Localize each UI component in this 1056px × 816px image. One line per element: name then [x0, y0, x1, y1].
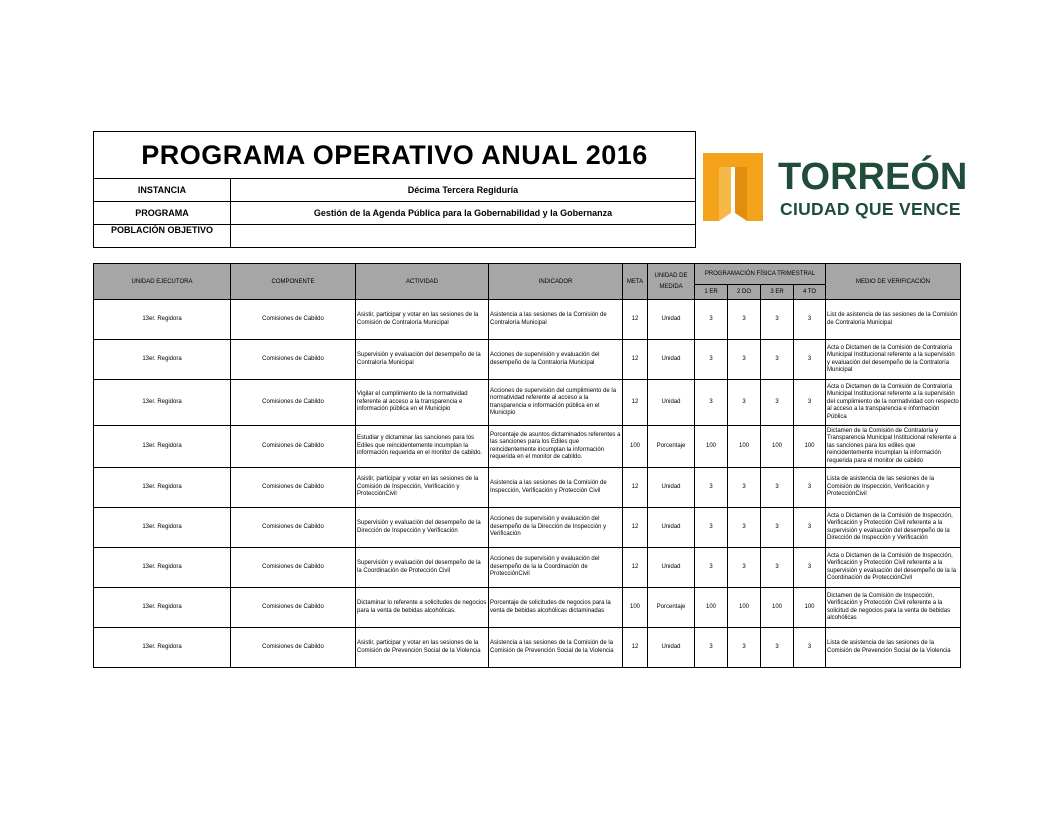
programa-value: Gestión de la Agenda Pública para la Gobernabilidad y la Gobernanza [231, 202, 696, 225]
cell-verificacion: List de asistencia de las sesiones de la Comisión de Contraloría Municipal [826, 300, 961, 340]
cell-verificacion: Lista de asistencia de las sesiones de la Comisión de Prevención Social de la Violencia [826, 628, 961, 668]
table-row [94, 340, 961, 380]
torreon-mark-icon [703, 153, 763, 221]
cell-indicador: Asistencia a las sesiones de la Comisión de Inspección, Verificación y Protección Civil [489, 468, 623, 508]
cell-verificacion: Dictamen de la Comisión de Contraloría y Transparencia Municipal Institucional referente a las sanciones para los ediles que reincidentemente incumplan la información requerida para el monitor de cabildo [826, 426, 961, 468]
cell-medida: Unidad [648, 300, 695, 340]
cell-q4: 3 [794, 340, 826, 380]
cell-actividad: Asistir, participar y votar en las sesiones de la Comisión de Prevención Social de la Violencia [356, 628, 489, 668]
cell-unidad: 13er. Regidora [94, 380, 231, 426]
table-row [94, 468, 961, 508]
cell-medida: Porcentaje [648, 426, 695, 468]
cell-meta: 12 [623, 340, 648, 380]
cell-indicador: Porcentaje de asuntos dictaminados referentes a las sanciones para los Ediles que reincidentemente incumplan la información requerida en el monitor de cabildo. [489, 426, 623, 468]
cell-meta: 100 [623, 426, 648, 468]
cell-q4: 3 [794, 628, 826, 668]
cell-componente: Comisiones de Cabildo [231, 340, 356, 380]
cell-unidad: 13er. Regidora [94, 340, 231, 380]
cell-indicador: Acciones de supervisión del cumplimiento de la normatividad referente al acceso a la transparencia e información pública en el Municipio [489, 380, 623, 426]
col-indicador: INDICADOR [489, 264, 623, 300]
col-meta: META [623, 264, 648, 300]
cell-q3: 100 [761, 588, 794, 628]
cell-meta: 12 [623, 508, 648, 548]
cell-actividad: Supervisión y evaluación del desempeño de la Dirección de Inspección y Verificación [356, 508, 489, 548]
cell-q1: 3 [695, 380, 728, 426]
cell-q3: 100 [761, 426, 794, 468]
cell-meta: 12 [623, 380, 648, 426]
instancia-value: Décima Tercera Regiduría [231, 179, 696, 202]
cell-verificacion: Acta o Dictamen de la Comisión de Contraloría Municipal Institucional referente a la supervisión y evaluación del desempeño de la Contraloría Municipal [826, 340, 961, 380]
cell-indicador: Porcentaje de solicitudes de negocios para la venta de bebidas alcohólicas dictaminadas [489, 588, 623, 628]
logo-wordmark: TORREÓN [778, 156, 968, 198]
cell-q2: 3 [728, 468, 761, 508]
cell-q1: 3 [695, 340, 728, 380]
cell-componente: Comisiones de Cabildo [231, 588, 356, 628]
cell-q1: 3 [695, 508, 728, 548]
cell-componente: Comisiones de Cabildo [231, 380, 356, 426]
cell-verificacion: Acta o Dictamen de la Comisión de Inspección, Verificación y Protección Civil referente a la supervisión y evaluación del desempeño de la la Coordinación de ProtecciónCivil [826, 548, 961, 588]
cell-q4: 3 [794, 548, 826, 588]
cell-actividad: Supervisión y evaluación del desempeño de la la Coordinación de Protección Civil [356, 548, 489, 588]
cell-medida: Unidad [648, 508, 695, 548]
cell-q3: 3 [761, 380, 794, 426]
cell-componente: Comisiones de Cabildo [231, 628, 356, 668]
table-row [94, 588, 961, 628]
cell-meta: 100 [623, 588, 648, 628]
cell-meta: 12 [623, 468, 648, 508]
table-row [94, 426, 961, 468]
col-q4: 4 TO [794, 285, 826, 300]
cell-q1: 3 [695, 548, 728, 588]
cell-unidad: 13er. Regidora [94, 426, 231, 468]
cell-indicador: Acciones de supervisión y evaluación del desempeño de la Dirección de Inspección y Verificación [489, 508, 623, 548]
col-programacion: PROGRAMACIÓN FÍSICA TRIMESTRAL [695, 264, 826, 285]
col-verificacion: MEDIO DE VERIFICACIÓN [826, 264, 961, 300]
cell-q2: 3 [728, 340, 761, 380]
col-medida: UNIDAD DE MEDIDA [648, 264, 695, 300]
cell-verificacion: Dictamen de la Comisión de Inspección, Verificación y Protección Civil referente a la solicitud de negocios para la venta de bebidas alcohólicas [826, 588, 961, 628]
cell-q3: 3 [761, 508, 794, 548]
cell-actividad: Asistir, participar y votar en las sesiones de la Comisión de Contraloría Municipal [356, 300, 489, 340]
cell-actividad: Estudiar y dictaminar las sanciones para los Ediles que reincidentemente incumplan la información requerida en el monitor de cabildo. [356, 426, 489, 468]
logo-tagline: CIUDAD QUE VENCE [780, 199, 961, 219]
col-q1: 1 ER [695, 285, 728, 300]
cell-indicador: Acciones de supervisión y evaluación del desempeño de la la Coordinación de ProtecciónCivil [489, 548, 623, 588]
cell-q4: 100 [794, 426, 826, 468]
cell-medida: Porcentaje [648, 588, 695, 628]
cell-q4: 3 [794, 380, 826, 426]
col-actividad: ACTIVIDAD [356, 264, 489, 300]
cell-meta: 12 [623, 628, 648, 668]
cell-componente: Comisiones de Cabildo [231, 468, 356, 508]
table-row [94, 380, 961, 426]
cell-meta: 12 [623, 548, 648, 588]
cell-q2: 100 [728, 426, 761, 468]
cell-q4: 3 [794, 468, 826, 508]
cell-q1: 100 [695, 426, 728, 468]
cell-actividad: Asistir, participar y votar en las sesiones de la Comisión de Inspección, Verificación y ProtecciónCivil [356, 468, 489, 508]
col-unidad: UNIDAD EJECUTORA [94, 264, 231, 300]
cell-q4: 3 [794, 300, 826, 340]
program-header [93, 131, 696, 248]
col-q2: 2 DO [728, 285, 761, 300]
poblacion-label: POBLACIÓN OBJETIVO [94, 225, 231, 248]
cell-indicador: Asistencia a las sesiones de la Comisión de Contraloría Municipal [489, 300, 623, 340]
cell-unidad: 13er. Regidora [94, 468, 231, 508]
cell-indicador: Asistencia a las sesiones de la Comisión de la Comisión de Prevención Social de la Violencia [489, 628, 623, 668]
cell-q1: 100 [695, 588, 728, 628]
cell-q3: 3 [761, 468, 794, 508]
cell-unidad: 13er. Regidora [94, 300, 231, 340]
cell-unidad: 13er. Regidora [94, 628, 231, 668]
cell-q2: 100 [728, 588, 761, 628]
page-title: PROGRAMA OPERATIVO ANUAL 2016 [94, 132, 696, 179]
cell-actividad: Vigilar el cumplimiento de la normatividad referente al acceso a la transparencia e información pública en el Municipio [356, 380, 489, 426]
cell-componente: Comisiones de Cabildo [231, 508, 356, 548]
table-row [94, 628, 961, 668]
cell-medida: Unidad [648, 468, 695, 508]
poblacion-value [231, 225, 696, 248]
cell-q3: 3 [761, 548, 794, 588]
cell-q4: 100 [794, 588, 826, 628]
cell-q2: 3 [728, 548, 761, 588]
col-q3: 3 ER [761, 285, 794, 300]
program-table [93, 263, 961, 668]
cell-actividad: Supervisión y evaluación del desempeño de la Contraloría Municipal [356, 340, 489, 380]
col-componente: COMPONENTE [231, 264, 356, 300]
cell-unidad: 13er. Regidora [94, 548, 231, 588]
cell-medida: Unidad [648, 628, 695, 668]
table-row [94, 548, 961, 588]
cell-unidad: 13er. Regidora [94, 588, 231, 628]
instancia-label: INSTANCIA [94, 179, 231, 202]
cell-verificacion: Acta o Dictamen de la Comisión de Inspección, Verificación y Protección Civil referente a la supervisión y evaluación del desempeño de la Dirección de Inspección y Verificación [826, 508, 961, 548]
cell-q3: 3 [761, 300, 794, 340]
cell-q2: 3 [728, 380, 761, 426]
cell-q1: 3 [695, 468, 728, 508]
cell-q2: 3 [728, 508, 761, 548]
cell-q2: 3 [728, 628, 761, 668]
cell-q3: 3 [761, 628, 794, 668]
cell-unidad: 13er. Regidora [94, 508, 231, 548]
cell-medida: Unidad [648, 548, 695, 588]
programa-label: PROGRAMA [94, 202, 231, 225]
cell-q1: 3 [695, 628, 728, 668]
cell-medida: Unidad [648, 340, 695, 380]
cell-componente: Comisiones de Cabildo [231, 300, 356, 340]
cell-verificacion: Acta o Dictamen de la Comisión de Contraloría Municipal Institucional referente a la supervisión del cumplimiento de la normatividad con respecto al acceso a la transparencia e información Pública [826, 380, 961, 426]
cell-q1: 3 [695, 300, 728, 340]
cell-q3: 3 [761, 340, 794, 380]
cell-componente: Comisiones de Cabildo [231, 426, 356, 468]
cell-q2: 3 [728, 300, 761, 340]
cell-verificacion: Lista de asistencia de las sesiones de la Comisión de Inspección, Verificación y ProtecciónCivil [826, 468, 961, 508]
cell-medida: Unidad [648, 380, 695, 426]
cell-componente: Comisiones de Cabildo [231, 548, 356, 588]
cell-meta: 12 [623, 300, 648, 340]
cell-q4: 3 [794, 508, 826, 548]
table-row [94, 508, 961, 548]
table-row [94, 300, 961, 340]
torreon-logo [703, 153, 968, 223]
cell-indicador: Acciones de supervisión y evaluación del desempeño de la Contraloría Municipal [489, 340, 623, 380]
cell-actividad: Dictaminar lo referente a solicitudes de negocios para la venta de bebidas alcohólicas. [356, 588, 489, 628]
